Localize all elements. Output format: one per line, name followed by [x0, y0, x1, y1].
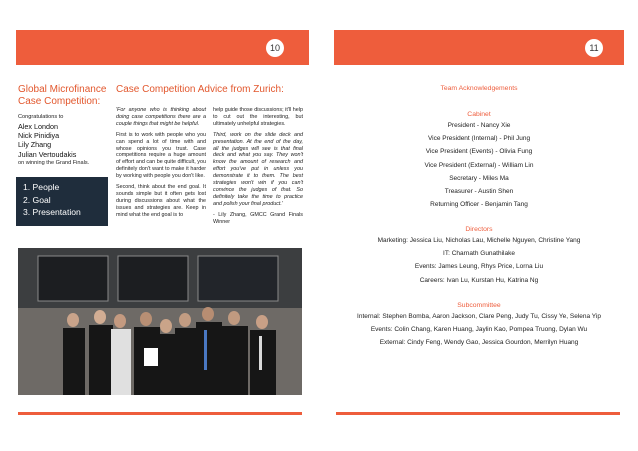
ack-line: Secretary - Miles Ma — [449, 174, 509, 182]
advice-paragraph: Second, think about the end goal. It sounds simple but it often gets lost during discussions about what the issues and strategies are. Keep in mind what the end goal is to — [116, 184, 206, 218]
ack-line: Vice President (External) - William Lin — [424, 161, 534, 169]
winner-name: Julian Vertoudakis — [18, 149, 77, 159]
directors-section — [334, 225, 624, 287]
winners-list — [18, 122, 76, 159]
footer-bar-right — [336, 412, 620, 415]
ack-line: Vice President (Internal) - Phil Jung — [427, 135, 531, 143]
ack-line: Careers: Ivan Lu, Kurstan Hu, Katrina Ng — [419, 276, 539, 284]
page-number-left: 10 — [266, 39, 284, 57]
winner-name: Alex London — [18, 122, 58, 131]
ack-line: Vice President (Events) - Olivia Fung — [425, 148, 533, 156]
competition-heading-line-1: Global Microfinance — [18, 84, 107, 95]
footer-bar-left — [18, 412, 302, 415]
team-photo — [18, 248, 302, 395]
advice-paragraph: help guide those discussions; it'll help to cut out the interesting, but ultimately unhelpful strategies. — [213, 107, 303, 127]
page-number-right: 11 — [585, 39, 603, 57]
ack-line: Treasurer - Austin Shen — [444, 188, 514, 196]
agenda-item: 1. People — [23, 182, 60, 192]
ack-line: IT: Charnath Gunathilake — [443, 250, 515, 258]
advice-paragraph: 'For anyone who is thinking about doing case competitions there are a couple things that might be helpful. — [116, 107, 206, 127]
ack-line: Returning Officer - Benjamin Tang — [430, 201, 528, 209]
acknowledgements-title — [334, 84, 624, 93]
ack-line: Marketing: Jessica Liu, Nicholas Lau, Michelle Nguyen, Christine Yang — [377, 237, 581, 244]
agenda-item: 3. Presentation — [23, 207, 81, 217]
ack-line: Events: Colin Chang, Karen Huang, Jaylin Kao, Pompea Truong, Dylan Wu — [370, 326, 588, 334]
advice-column-2 — [213, 107, 303, 230]
winner-name: Lily Zhang — [18, 140, 52, 150]
ack-line: External: Cindy Feng, Wendy Gao, Jessica Gourdon, Merrilyn Huang — [379, 339, 579, 347]
congrats-label: Congratulations to — [18, 114, 64, 120]
ack-line: Internal: Stephen Bomba, Aaron Jackson, Clare Peng, Judy Tu, Cissy Ye, Selena Yip — [357, 313, 601, 320]
advice-attribution: - Lily Zhang, GMCC Grand Finals Winner — [213, 211, 303, 225]
advice-paragraph: First is to work with people who you can spend a lot of time with and whose opinions you trust. Case competitions require a huge amount of effort and can be quite difficult, you definitely don't want to make it harder by working with people you don't like. — [116, 131, 206, 180]
section-heading: Cabinet — [467, 111, 491, 118]
advice-column-1 — [116, 107, 206, 223]
agenda-box — [16, 177, 108, 226]
section-heading: Directors — [465, 226, 493, 233]
acknowledgements-title-text: Team Acknowledgements — [440, 85, 518, 92]
advice-title: Case Competition Advice from Zurich: — [116, 84, 284, 95]
ack-line: Events: James Leung, Rhys Price, Lorna Liu — [414, 263, 544, 271]
subcommittee-section — [334, 301, 624, 350]
advice-paragraph: Third, work on the slide deck and presentation. At the end of the day, all the judges will see is that final deck and what you say. They won't know the amount of research and effort you've put in unless you demonstrate it to them. The best strategies won't win if you can't convince the judges of that. So definitely take the time to practice and polish your final product.' — [213, 131, 303, 207]
competition-heading-line-2: Case Competition: — [18, 96, 101, 107]
agenda-item: 2. Goal — [23, 194, 51, 205]
header-banner-right — [334, 30, 624, 65]
section-heading: Subcommittee — [457, 302, 501, 309]
competition-heading — [18, 84, 106, 108]
winners-note: on winning the Grand Finals. — [18, 160, 90, 166]
cabinet-section — [334, 110, 624, 211]
ack-line: President - Nancy Xie — [447, 122, 511, 129]
winner-name: Nick Pinidiya — [18, 131, 60, 141]
